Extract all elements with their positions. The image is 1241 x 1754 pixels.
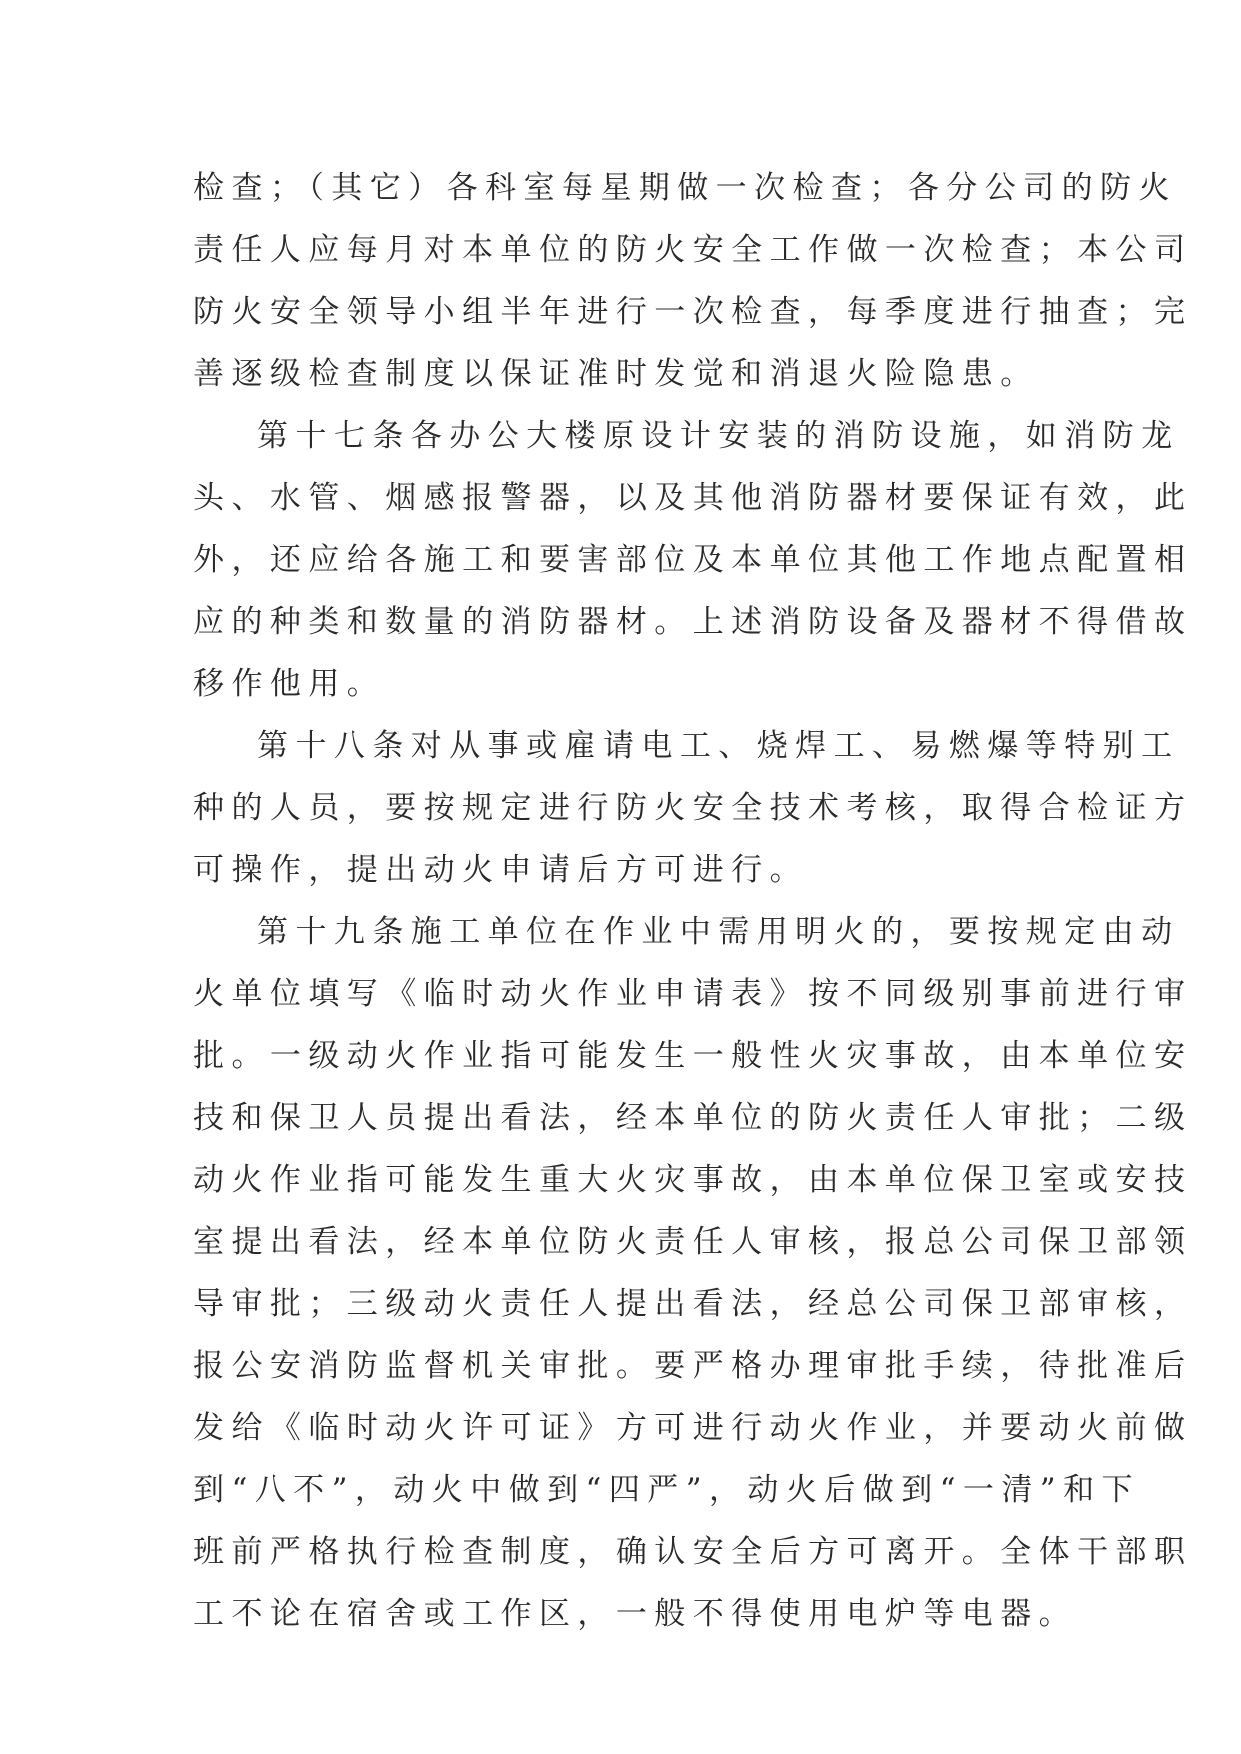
text-line: 到“八不”，动火中做到“四严”，动火后做到“一清”和下 <box>193 1472 1140 1508</box>
text-line: 外，还应给各施工和要害部位及本单位其他工作地点配置相 <box>193 542 1193 578</box>
text-line: 工不论在宿舍或工作区，一般不得使用电炉等电器。 <box>193 1596 1078 1632</box>
text-line: 动火作业指可能发生重大火灾事故，由本单位保卫室或安技 <box>193 1162 1193 1198</box>
text-line: 导审批；三级动火责任人提出看法，经总公司保卫部审核， <box>193 1286 1193 1322</box>
text-line: 报公安消防监督机关审批。要严格办理审批手续，待批准后 <box>193 1348 1193 1384</box>
paragraph-article-17 <box>193 405 1193 715</box>
text-line: 第十八条对从事或雇请电工、烧焊工、易燃爆等特别工 <box>257 728 1180 764</box>
text-line: 第十九条施工单位在作业中需用明火的，要按规定由动 <box>257 914 1180 950</box>
text-line: 种的人员，要按规定进行防火安全技术考核，取得合检证方 <box>193 790 1193 826</box>
paragraph-article-16-continued <box>193 157 1193 405</box>
text-line: 可操作，提出动火申请后方可进行。 <box>193 852 809 888</box>
text-line: 班前严格执行检查制度，确认安全后方可离开。全体干部职 <box>193 1534 1193 1570</box>
text-line: 头、水管、烟感报警器，以及其他消防器材要保证有效，此 <box>193 480 1193 516</box>
text-line: 责任人应每月对本单位的防火安全工作做一次检查；本公司 <box>193 232 1193 268</box>
text-line: 技和保卫人员提出看法，经本单位的防火责任人审批；二级 <box>193 1100 1193 1136</box>
text-line: 应的种类和数量的消防器材。上述消防设备及器材不得借故 <box>193 604 1193 640</box>
text-line: 移作他用。 <box>193 666 386 702</box>
text-line: 火单位填写《临时动火作业申请表》按不同级别事前进行审 <box>193 976 1193 1012</box>
text-line: 善逐级检查制度以保证准时发觉和消退火险隐患。 <box>193 356 1039 392</box>
text-line: 发给《临时动火许可证》方可进行动火作业，并要动火前做 <box>193 1410 1193 1446</box>
paragraph-article-18 <box>193 715 1193 901</box>
text-line: 第十七条各办公大楼原设计安装的消防设施，如消防龙 <box>257 418 1180 454</box>
document-body <box>193 157 1193 1645</box>
paragraph-article-19 <box>193 901 1193 1645</box>
text-line: 室提出看法，经本单位防火责任人审核，报总公司保卫部领 <box>193 1224 1193 1260</box>
text-line: 防火安全领导小组半年进行一次检查，每季度进行抽查；完 <box>193 294 1193 330</box>
text-line: 批。一级动火作业指可能发生一般性火灾事故，由本单位安 <box>193 1038 1193 1074</box>
text-line: 检查；（其它）各科室每星期做一次检查；各分公司的防火 <box>193 170 1177 206</box>
